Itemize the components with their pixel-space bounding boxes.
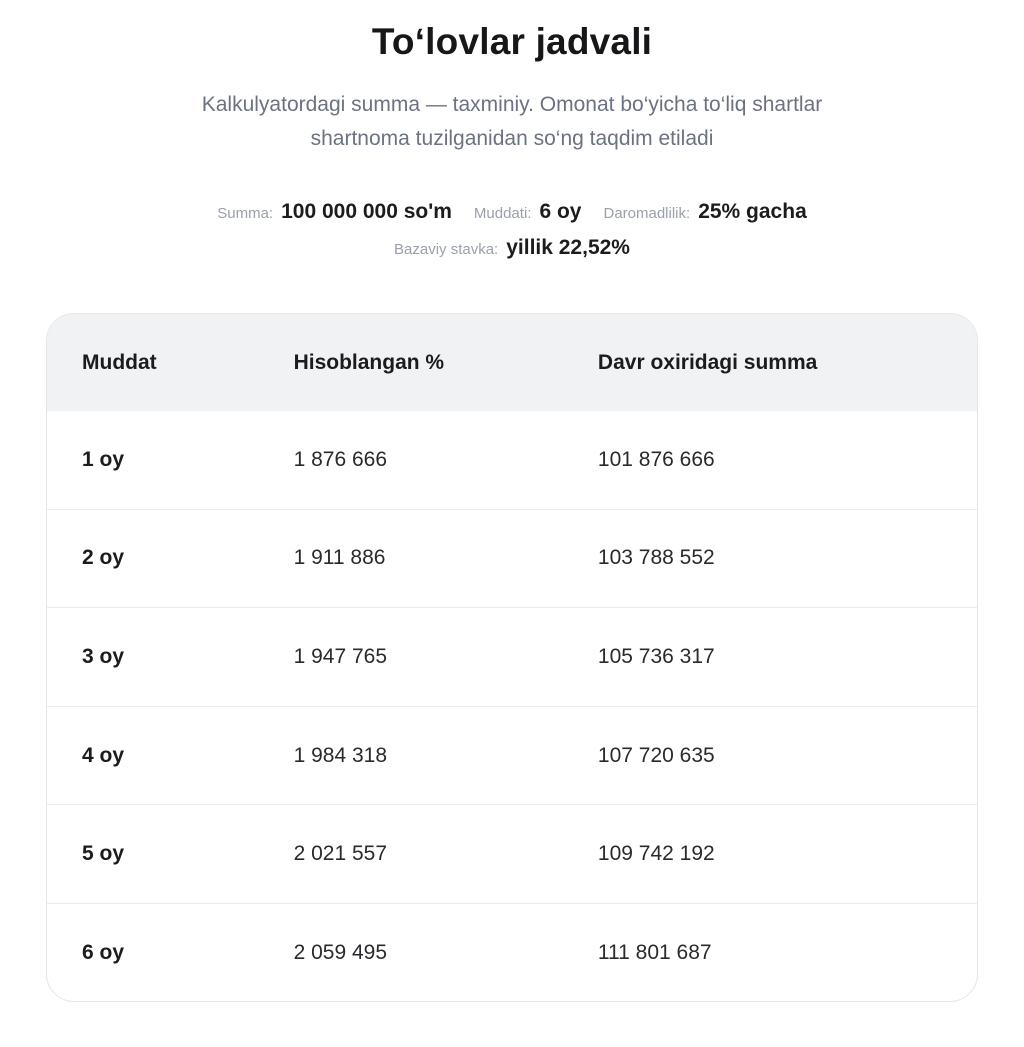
param-summa-label: Summa: bbox=[217, 205, 274, 222]
cell-interest: 1 984 318 bbox=[293, 743, 388, 767]
param-summa bbox=[217, 200, 452, 224]
table-row bbox=[47, 608, 977, 707]
param-stavka-label: Bazaviy stavka: bbox=[394, 241, 499, 258]
cell-end-sum: 109 742 192 bbox=[597, 842, 715, 866]
cell-term: 6 oy bbox=[82, 941, 125, 965]
cell-interest: 1 947 765 bbox=[293, 644, 388, 668]
cell-term: 1 oy bbox=[82, 447, 125, 471]
param-daromadlilik bbox=[603, 200, 806, 224]
cell-end-sum: 101 876 666 bbox=[597, 447, 715, 471]
param-muddati bbox=[474, 200, 582, 224]
cell-interest: 1 911 886 bbox=[293, 546, 386, 570]
param-summa-value: 100 000 000 so'm bbox=[281, 200, 452, 223]
cell-interest: 2 059 495 bbox=[293, 941, 388, 965]
table-row bbox=[47, 805, 977, 904]
page-subtitle bbox=[0, 88, 1024, 156]
cell-term: 5 oy bbox=[82, 842, 125, 866]
payment-schedule-table bbox=[46, 313, 978, 1002]
params-row-2 bbox=[0, 236, 1024, 272]
cell-interest: 2 021 557 bbox=[293, 842, 388, 866]
deposit-parameters bbox=[0, 200, 1024, 272]
cell-end-sum: 111 801 687 bbox=[597, 941, 712, 965]
column-header-davr-oxiridagi-summa: Davr oxiridagi summa bbox=[597, 350, 818, 374]
column-header-hisoblangan: Hisoblangan % bbox=[293, 350, 445, 374]
cell-interest: 1 876 666 bbox=[293, 447, 388, 471]
cell-term: 4 oy bbox=[82, 743, 125, 767]
cell-end-sum: 105 736 317 bbox=[597, 644, 715, 668]
cell-end-sum: 103 788 552 bbox=[597, 546, 715, 570]
table-row bbox=[47, 510, 977, 609]
table-row bbox=[47, 411, 977, 510]
param-stavka bbox=[394, 236, 630, 260]
cell-term: 3 oy bbox=[82, 644, 125, 668]
cell-end-sum: 107 720 635 bbox=[597, 743, 715, 767]
table-header-row bbox=[47, 314, 977, 411]
param-stavka-value: yillik 22,52% bbox=[506, 236, 630, 259]
param-daromadlilik-value: 25% gacha bbox=[698, 200, 807, 223]
subtitle-line-1: Kalkulyatordagi summa — taxminiy. Omonat bo‘yicha to‘liq shartlar bbox=[201, 93, 823, 116]
param-daromadlilik-label: Daromadlilik: bbox=[603, 205, 691, 222]
param-muddati-value: 6 oy bbox=[539, 200, 582, 223]
subtitle-line-2: shartnoma tuzilganidan so‘ng taqdim etiladi bbox=[310, 127, 714, 150]
column-header-muddat: Muddat bbox=[82, 350, 157, 374]
param-muddati-label: Muddati: bbox=[473, 205, 532, 222]
page-title: To‘lovlar jadvali bbox=[371, 21, 653, 62]
table-row bbox=[47, 707, 977, 806]
table-row bbox=[47, 904, 977, 1002]
cell-term: 2 oy bbox=[82, 546, 125, 570]
params-row-1 bbox=[0, 200, 1024, 236]
